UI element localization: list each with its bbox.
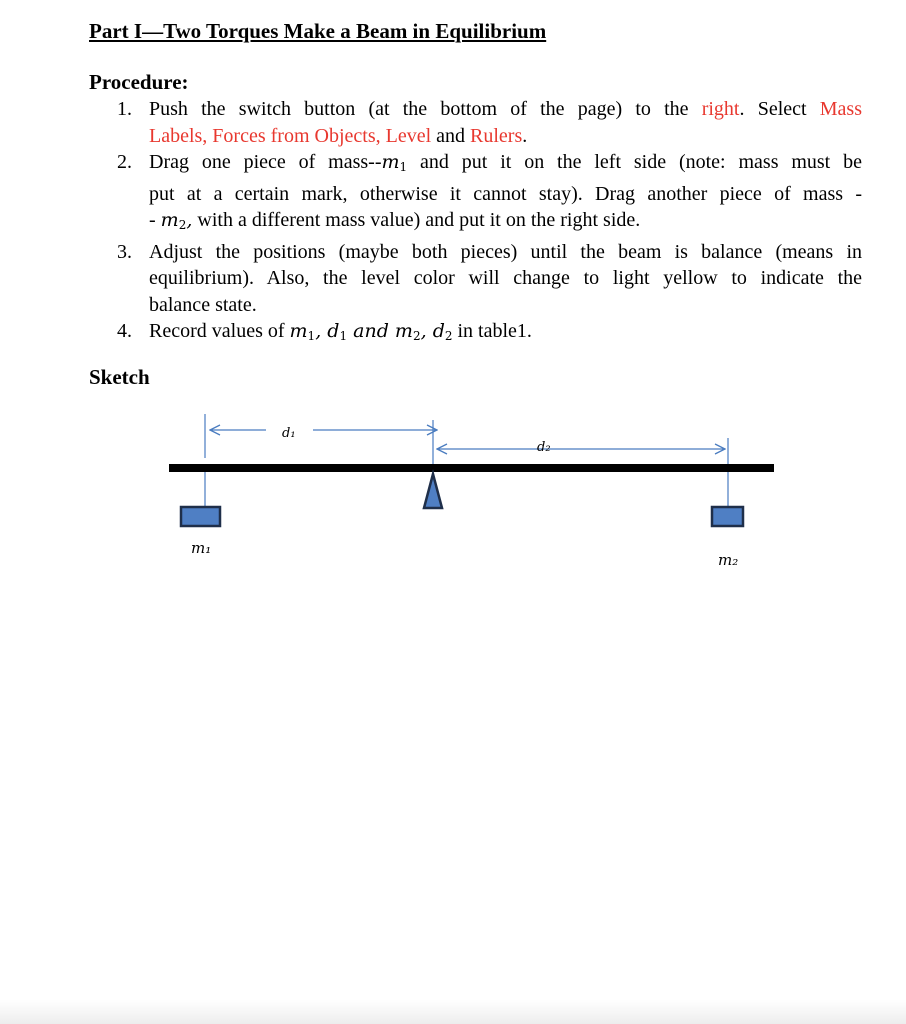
m2-label: m₂ (718, 551, 739, 569)
step-number: 2. (117, 151, 132, 173)
fulcrum-triangle (424, 474, 442, 508)
page-title: Part I—Two Torques Make a Beam in Equilibrium (89, 19, 547, 43)
step-text: Drag one piece of mass-- (149, 151, 382, 173)
m1-label: m₁ (191, 539, 212, 557)
step-text: with a different mass value) and put it on the right side. (192, 209, 641, 231)
step-number: 4. (117, 320, 132, 342)
highlight-mass: Mass (819, 98, 862, 120)
highlight-rulers: Rulers (470, 124, 523, 147)
d1-label: d₁ (282, 426, 296, 441)
sketch-heading: Sketch (89, 365, 150, 389)
step-3-line-3: balance state. (149, 293, 257, 316)
step-text: . (522, 124, 528, 147)
page-bottom-edge (0, 1000, 906, 1024)
d2-label: d₂ (537, 440, 551, 455)
step-text: - (149, 209, 161, 231)
step-text: and (431, 124, 471, 147)
step-3-line-2: equilibrium). Also, the level color will change to light yellow to indicate the (149, 267, 862, 289)
step-text: . Select (739, 98, 820, 120)
step-3-line-1: Adjust the positions (maybe both pieces) until the beam is balance (means in (149, 240, 862, 263)
math-m1: $m_1$ (381, 151, 408, 174)
step-text: in table1. (452, 320, 532, 342)
mass-m1-block (181, 507, 220, 526)
highlight-options: Labels, Forces from Objects, Level (149, 124, 432, 147)
step-2-line-2: put at a certain mark, otherwise it cannot stay). Drag another piece of mass - (149, 182, 862, 205)
step-text: Record values of (149, 320, 290, 342)
step-text: Push the switch button (at the bottom of the page) to the (149, 98, 702, 120)
step-number: 1. (117, 98, 132, 120)
math-m1-d1-m2-d2: $m_1$, $d_1$ and $m_2$, $d_2$ (289, 320, 453, 343)
procedure-heading: Procedure: (89, 70, 189, 94)
step-text: and put it on the left side (note: mass must be (407, 151, 862, 173)
step-number: 3. (117, 240, 132, 263)
highlight-right: right (701, 98, 740, 120)
beam (169, 464, 774, 472)
math-m2: $m_2$, (160, 209, 193, 232)
mass-m2-block (712, 507, 743, 526)
